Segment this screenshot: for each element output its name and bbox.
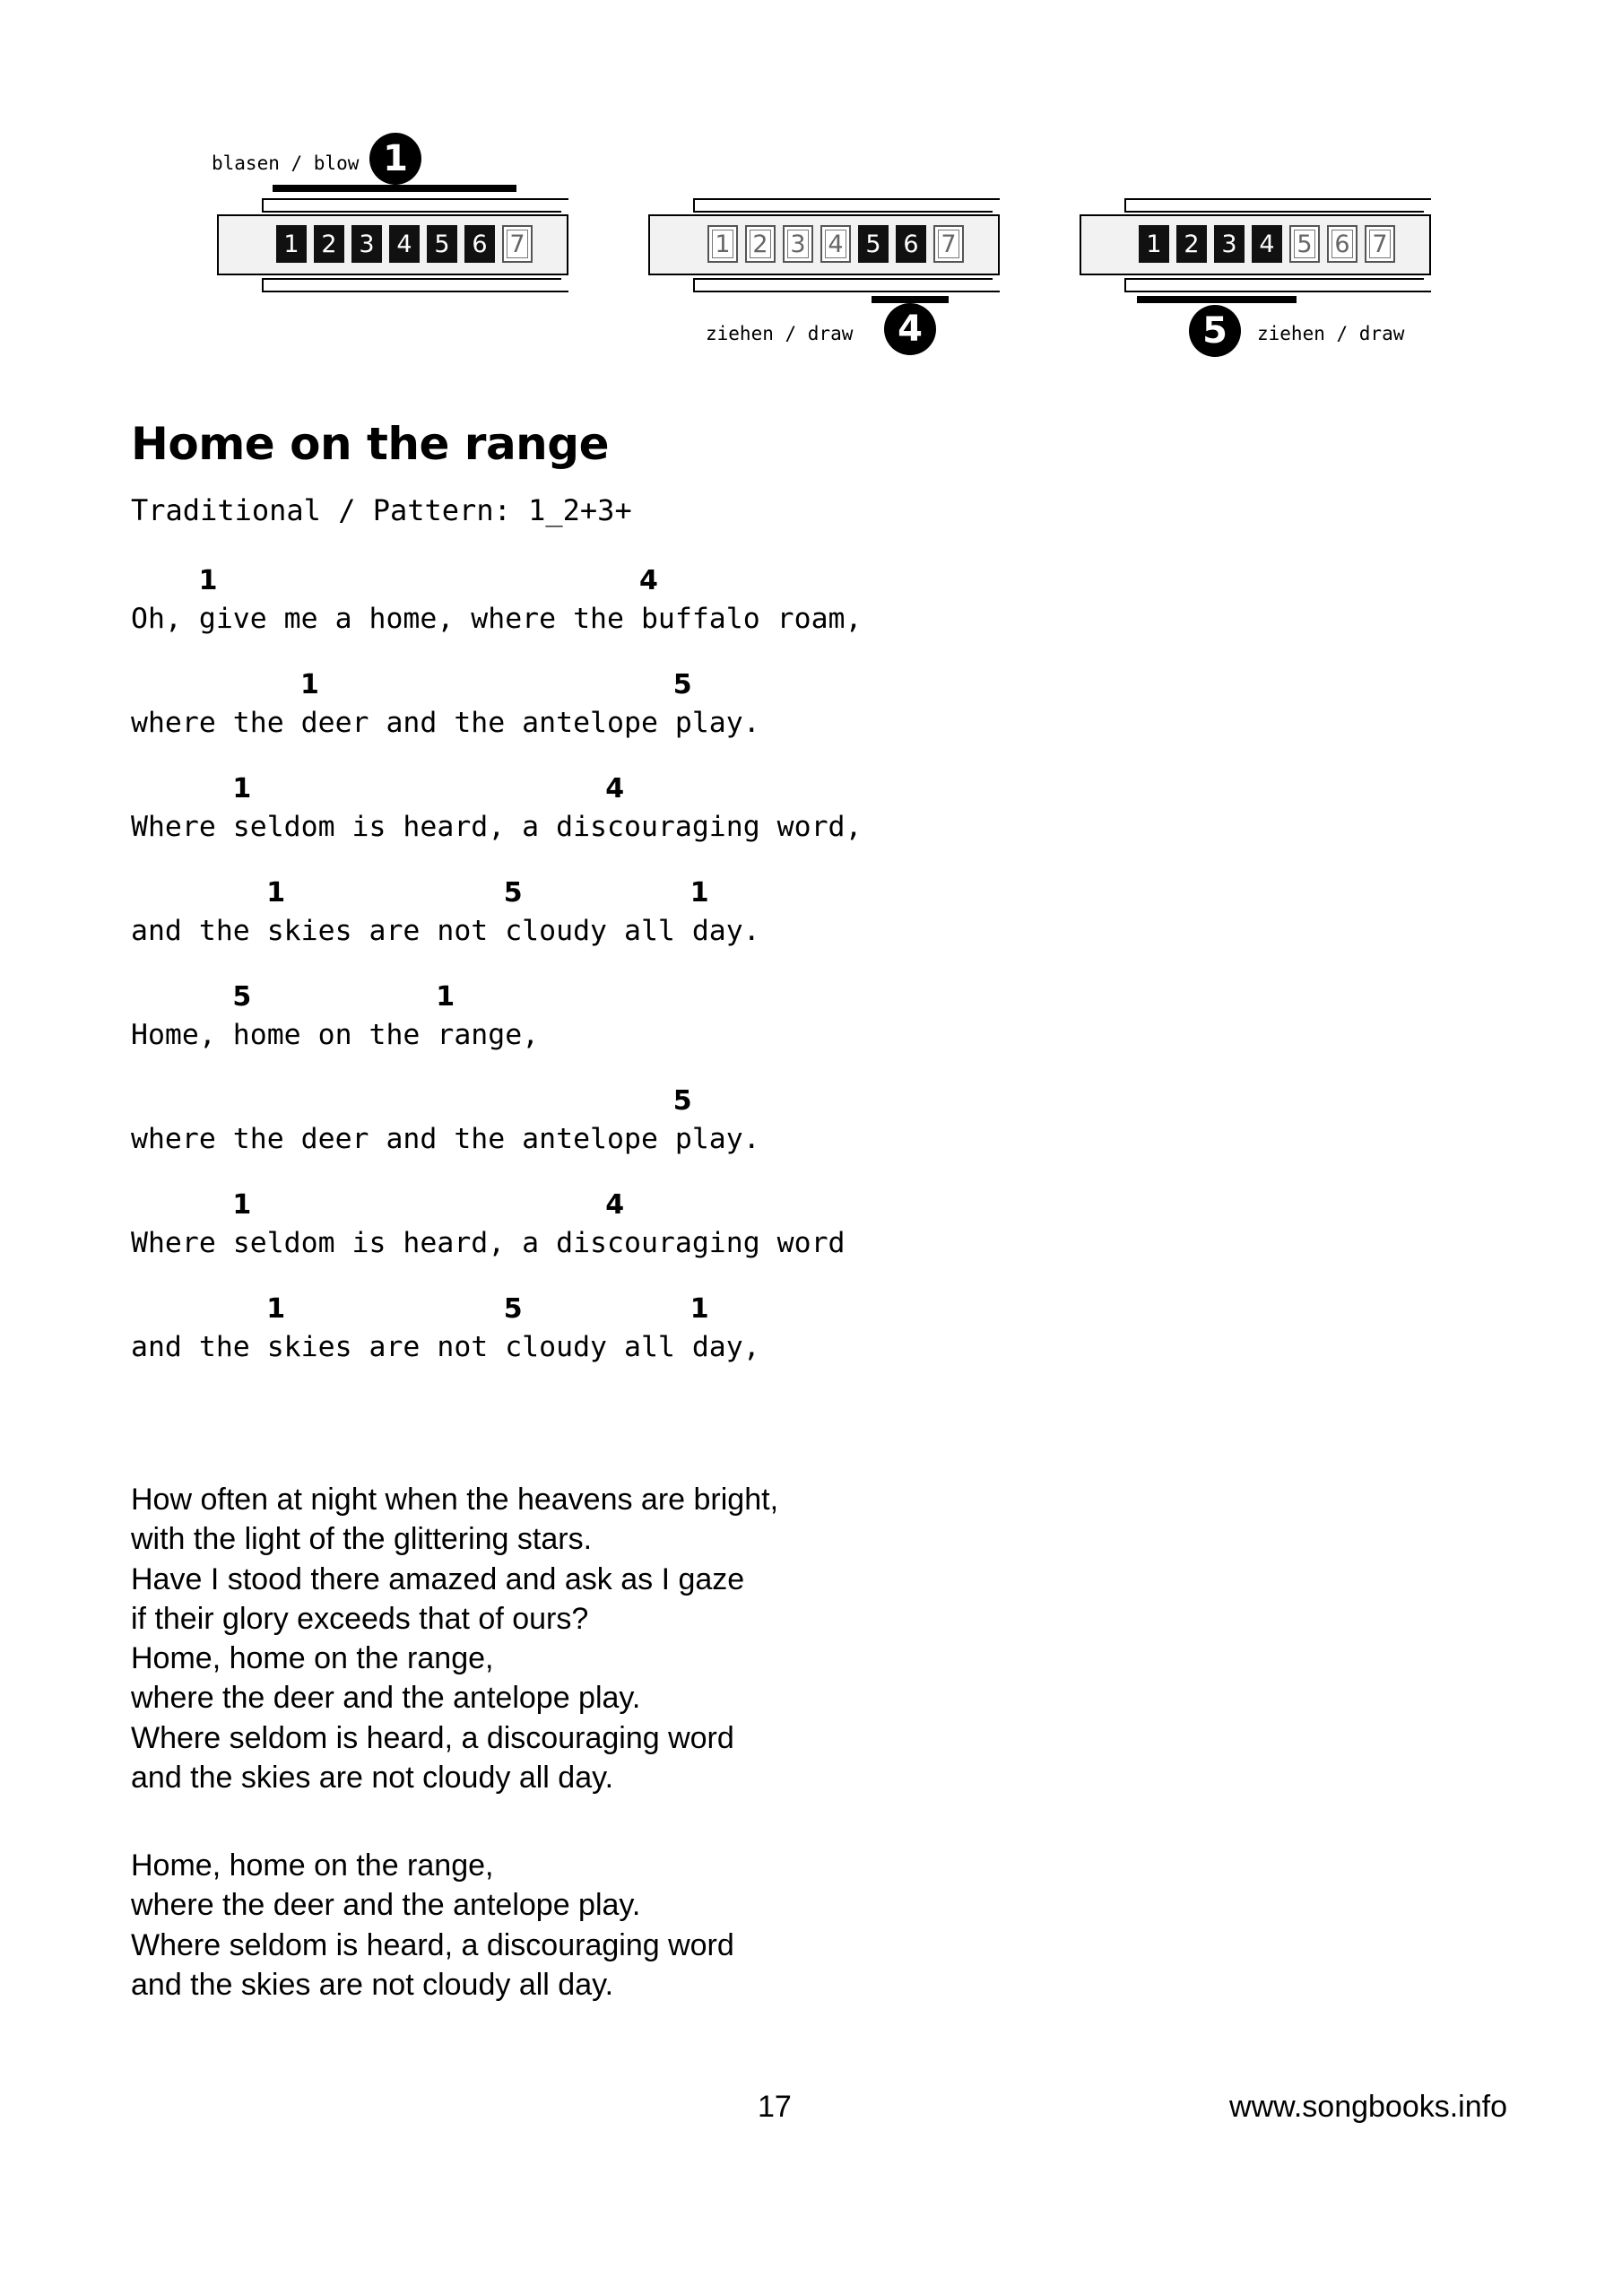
hole-1: 1 <box>707 225 738 263</box>
lyric-line: Have I stood there amazed and ask as I gaze <box>131 1561 745 1596</box>
hole-6: 6 <box>464 225 495 263</box>
hole-7: 7 <box>1365 225 1395 263</box>
lyric-line: Oh, give me a home, where the buffalo roam, <box>131 603 863 635</box>
hole-5: 5 <box>1289 225 1320 263</box>
lyric-line: and the skies are not cloudy all day. <box>131 915 760 947</box>
harmonica-diagram-1 <box>217 193 594 291</box>
blow-bar <box>273 185 516 192</box>
hole-number: 1 <box>436 981 455 1013</box>
hole-number: 1 <box>266 1293 286 1325</box>
hole-number: 1 <box>232 773 252 804</box>
hole-3: 3 <box>783 225 813 263</box>
holes-row <box>1139 225 1395 263</box>
hole-2: 2 <box>1176 225 1207 263</box>
lyric-line: where the deer and the antelope play. <box>131 1888 641 1923</box>
blow-label: blasen / blow <box>212 152 360 174</box>
hole-4: 4 <box>389 225 420 263</box>
draw-bar-4 <box>872 296 949 303</box>
hole-2: 2 <box>314 225 344 263</box>
hole-number: 1 <box>300 669 319 700</box>
hole-1: 1 <box>276 225 307 263</box>
draw-label-5: ziehen / draw <box>1257 323 1405 344</box>
hole-number: 5 <box>672 669 692 700</box>
hole-1: 1 <box>1139 225 1169 263</box>
lyric-line: Where seldom is heard, a discouraging word <box>131 1720 734 1755</box>
lyric-line: Where seldom is heard, a discouraging word, <box>131 811 863 843</box>
lyric-line: Where seldom is heard, a discouraging word <box>131 1227 846 1259</box>
hole-number: 5 <box>503 877 523 909</box>
lyric-line: if their glory exceeds that of ours? <box>131 1601 589 1636</box>
lyric-line: and the skies are not cloudy all day. <box>131 1761 614 1796</box>
lyric-line: How often at night when the heavens are bright, <box>131 1483 779 1517</box>
hole-number: 5 <box>503 1293 523 1325</box>
hole-number: 1 <box>690 1293 709 1325</box>
hole-3: 3 <box>351 225 382 263</box>
lyric-line: Home, home on the range, <box>131 1848 494 1883</box>
hole-number: 1 <box>232 1189 252 1221</box>
song-subtitle: Traditional / Pattern: 1_2+3+ <box>131 493 632 527</box>
page-number: 17 <box>758 2090 792 2124</box>
hole-number: 4 <box>605 1189 625 1221</box>
lyric-line: Home, home on the range, <box>131 1019 540 1051</box>
lyric-line: where the deer and the antelope play. <box>131 707 760 739</box>
lyric-line: Where seldom is heard, a discouraging word <box>131 1927 734 1962</box>
lyric-line: where the deer and the antelope play. <box>131 1681 641 1716</box>
hole-number: 5 <box>232 981 252 1013</box>
hole-4: 4 <box>1252 225 1282 263</box>
hole-3: 3 <box>1214 225 1245 263</box>
hole-4: 4 <box>820 225 851 263</box>
harmonica-diagram-2 <box>648 193 1025 291</box>
lyric-line: with the light of the glittering stars. <box>131 1522 593 1557</box>
hole-number: 4 <box>639 565 658 596</box>
website-url: www.songbooks.info <box>1229 2090 1507 2124</box>
hole-number: 1 <box>198 565 218 596</box>
diagram-number-4: 4 <box>884 303 936 355</box>
hole-number: 4 <box>605 773 625 804</box>
diagram-number-5: 5 <box>1189 305 1241 357</box>
lyric-line: where the deer and the antelope play. <box>131 1123 760 1155</box>
hole-number: 1 <box>690 877 709 909</box>
hole-6: 6 <box>896 225 926 263</box>
holes-row <box>276 225 533 263</box>
holes-row <box>707 225 964 263</box>
hole-6: 6 <box>1327 225 1357 263</box>
harmonica-diagram-3 <box>1080 193 1456 291</box>
lyric-line: Home, home on the range, <box>131 1641 494 1676</box>
chorus <box>131 1846 734 2005</box>
draw-bar-5 <box>1137 296 1297 303</box>
verse-two <box>131 1480 778 1797</box>
hole-7: 7 <box>933 225 964 263</box>
hole-number: 1 <box>266 877 286 909</box>
hole-7: 7 <box>502 225 533 263</box>
lyric-line: and the skies are not cloudy all day. <box>131 1967 614 2002</box>
draw-label-4: ziehen / draw <box>706 323 854 344</box>
diagram-number-1: 1 <box>369 133 421 185</box>
lyric-line: and the skies are not cloudy all day, <box>131 1331 760 1363</box>
hole-2: 2 <box>745 225 776 263</box>
song-title: Home on the range <box>131 418 609 470</box>
hole-5: 5 <box>427 225 457 263</box>
hole-number: 5 <box>672 1085 692 1117</box>
hole-5: 5 <box>858 225 889 263</box>
